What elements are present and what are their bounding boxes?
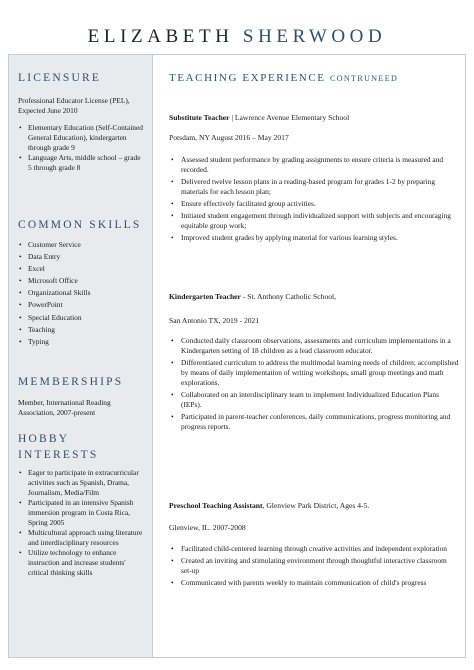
memberships-text: Member, International Reading Association, 2007-present bbox=[18, 398, 111, 417]
list-item: • Created an inviting and stimulating environment through thoughtful interactive classroom set-up bbox=[169, 556, 459, 576]
memberships-section bbox=[18, 376, 144, 388]
list-item: • Communicated with parents weekly to maintain communication of child's progress bbox=[169, 578, 459, 588]
licensure-text: Professional Educator License (PEL), Expected June 2010 bbox=[18, 96, 130, 115]
licensure-body bbox=[18, 96, 144, 173]
list-item: • PowerPoint bbox=[18, 299, 144, 311]
job-employer: , Glenview Park District, Ages 4-5. bbox=[262, 501, 370, 510]
list-item: • Utilize technology to enhance instruction and increase students' critical thinking skills bbox=[18, 548, 144, 578]
column-divider bbox=[152, 55, 153, 657]
job-entry bbox=[169, 113, 459, 245]
job-entry bbox=[169, 292, 459, 434]
list-item: • Elementary Education (Self-Contained General Education), kindergarten through grade 9 bbox=[18, 123, 144, 153]
hobbies-heading-line1: HOBBY bbox=[18, 433, 70, 445]
skills-body bbox=[18, 239, 144, 348]
list-item: • Microsoft Office bbox=[18, 275, 144, 287]
job-bullets bbox=[169, 155, 459, 243]
memberships-body bbox=[18, 398, 144, 418]
list-item: • Conducted daily classroom observations, assessments and curriculum implementations in a Kindergarten setting of 18 children as a lead classroom educator. bbox=[169, 336, 459, 356]
list-item: • Excel bbox=[18, 263, 144, 275]
list-item: • Participated in parent-teacher conferences, daily communications, progress monitoring and progress reports. bbox=[169, 412, 459, 432]
last-name: SHERWOOD bbox=[242, 26, 387, 47]
job-title-line bbox=[169, 292, 459, 302]
list-item: • Language Arts, middle school – grade 5 through grade 8 bbox=[18, 153, 144, 173]
list-item: • Multicultural approach using literature and interdisciplinary resources bbox=[18, 528, 144, 548]
job-meta: San Antonio TX, 2019 - 2021 bbox=[169, 316, 260, 325]
list-item: • Delivered twelve lesson plans in a reading-based program for grades 1-2 by preparing materials for each lesson plan; bbox=[169, 177, 459, 197]
licensure-section bbox=[18, 72, 144, 84]
job-title: Kindergarten Teacher bbox=[169, 292, 241, 301]
job-title-line bbox=[169, 501, 459, 511]
list-item: • Assessed student performance by grading assignments to ensure criteria is measured and recorded. bbox=[169, 155, 459, 175]
job-employer: - St. Anthony Catholic School, bbox=[240, 292, 337, 301]
list-item: • Eager to participate in extracurricular activities such as Spanish, Drama, Journalism, Media/Film bbox=[18, 468, 144, 498]
hobbies-heading bbox=[18, 431, 144, 463]
list-item: • Participated in an intensive Spanish immersion program in Costa Rica, Spring 2005 bbox=[18, 498, 144, 528]
hobbies-body bbox=[18, 468, 144, 578]
job-meta: Potsdam, NY August 2016 – May 2017 bbox=[169, 133, 289, 142]
hobbies-heading-line2: INTERESTS bbox=[18, 449, 99, 461]
job-entry bbox=[169, 501, 459, 590]
first-name: ELIZABETH bbox=[87, 26, 234, 47]
licensure-list bbox=[18, 123, 144, 173]
job-bullets bbox=[169, 336, 459, 432]
job-bullets bbox=[169, 544, 459, 588]
list-item: • Ensure effectively facilitated group activities. bbox=[169, 199, 459, 209]
experience-heading-cont: CONTRUNEED bbox=[329, 74, 399, 83]
job-title-line bbox=[169, 113, 459, 123]
skills-heading: COMMON SKILLS bbox=[18, 219, 142, 231]
memberships-heading: MEMBERSHIPS bbox=[18, 376, 124, 388]
list-item: • Teaching bbox=[18, 324, 144, 336]
resume-name bbox=[0, 26, 474, 48]
list-item: • Improved student grades by applying material for various learning styles. bbox=[169, 233, 459, 243]
job-title: Preschool Teaching Assistant bbox=[169, 501, 263, 510]
job-employer: | Lawrence Avenue Elementary School bbox=[229, 113, 350, 122]
list-item: • Initiated student engagement through individualized support with subjects and encouraging equitable group work; bbox=[169, 211, 459, 231]
licensure-heading: LICENSURE bbox=[18, 72, 102, 84]
list-item: • Differentiated curriculum to address the multimodal learning needs of children; accomplished by means of daily implementation of writing workshops, small group meetings and math explorations. bbox=[169, 358, 459, 388]
hobbies-section bbox=[18, 431, 144, 463]
job-meta: Glenview, IL. 2007-2008 bbox=[169, 523, 246, 532]
list-item: • Facilitated child-centered learning through creative activities and independent exploration bbox=[169, 544, 459, 554]
skills-list bbox=[18, 239, 144, 348]
list-item: • Organizational Skills bbox=[18, 287, 144, 299]
experience-heading bbox=[169, 72, 459, 84]
hobbies-list bbox=[18, 468, 144, 578]
list-item: • Customer Service bbox=[18, 239, 144, 251]
list-item: • Data Entry bbox=[18, 251, 144, 263]
skills-section bbox=[18, 219, 144, 231]
list-item: • Special Education bbox=[18, 312, 144, 324]
experience-heading-text: TEACHING EXPERIENCE bbox=[169, 72, 326, 84]
list-item: • Typing bbox=[18, 336, 144, 348]
experience-section bbox=[169, 72, 459, 84]
list-item: • Collaborated on an interdisciplinary team to implement Individualized Education Plans (IEPs). bbox=[169, 390, 459, 410]
job-title: Substitute Teacher bbox=[169, 113, 230, 122]
